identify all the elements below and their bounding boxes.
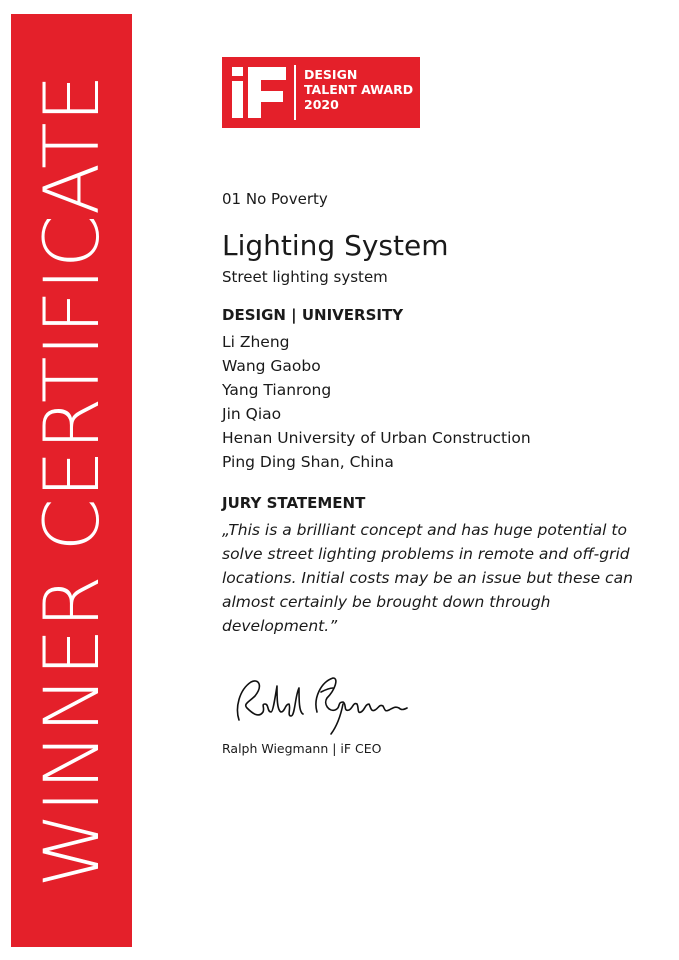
logo-line-year: 2020	[304, 97, 339, 112]
design-credits	[222, 330, 531, 474]
jury-heading: JURY STATEMENT	[222, 494, 366, 512]
designer-name: Li Zheng	[222, 333, 290, 351]
logo-divider	[294, 65, 296, 120]
logo-line-talent-award: TALENT AWARD	[304, 82, 414, 97]
project-subtitle: Street lighting system	[222, 268, 388, 286]
designer-name: Jin Qiao	[222, 405, 282, 423]
signature-image	[225, 668, 415, 740]
logo-text	[304, 67, 413, 112]
category: 01 No Poverty	[222, 190, 328, 208]
designer-name: Yang Tianrong	[222, 381, 332, 399]
if-logo-icon	[232, 67, 286, 118]
logo-line-design: DESIGN	[304, 67, 358, 82]
jury-statement: „This is a brilliant concept and has huge potential to solve street lighting problems in remote and off-grid locations. Initial costs may be an issue but these can almost certainly be brought down through development.”	[222, 521, 633, 635]
winner-certificate-band	[11, 14, 132, 947]
design-heading: DESIGN | UNIVERSITY	[222, 306, 404, 324]
university-location: Ping Ding Shan, China	[222, 453, 394, 471]
project-title: Lighting System	[222, 229, 449, 262]
if-design-talent-award-logo	[222, 57, 420, 128]
winner-certificate-text: WINNER CERTIFICATE	[26, 73, 116, 888]
designer-name: Wang Gaobo	[222, 357, 321, 375]
signer-name: Ralph Wiegmann | iF CEO	[222, 741, 382, 756]
university-name: Henan University of Urban Construction	[222, 429, 531, 447]
